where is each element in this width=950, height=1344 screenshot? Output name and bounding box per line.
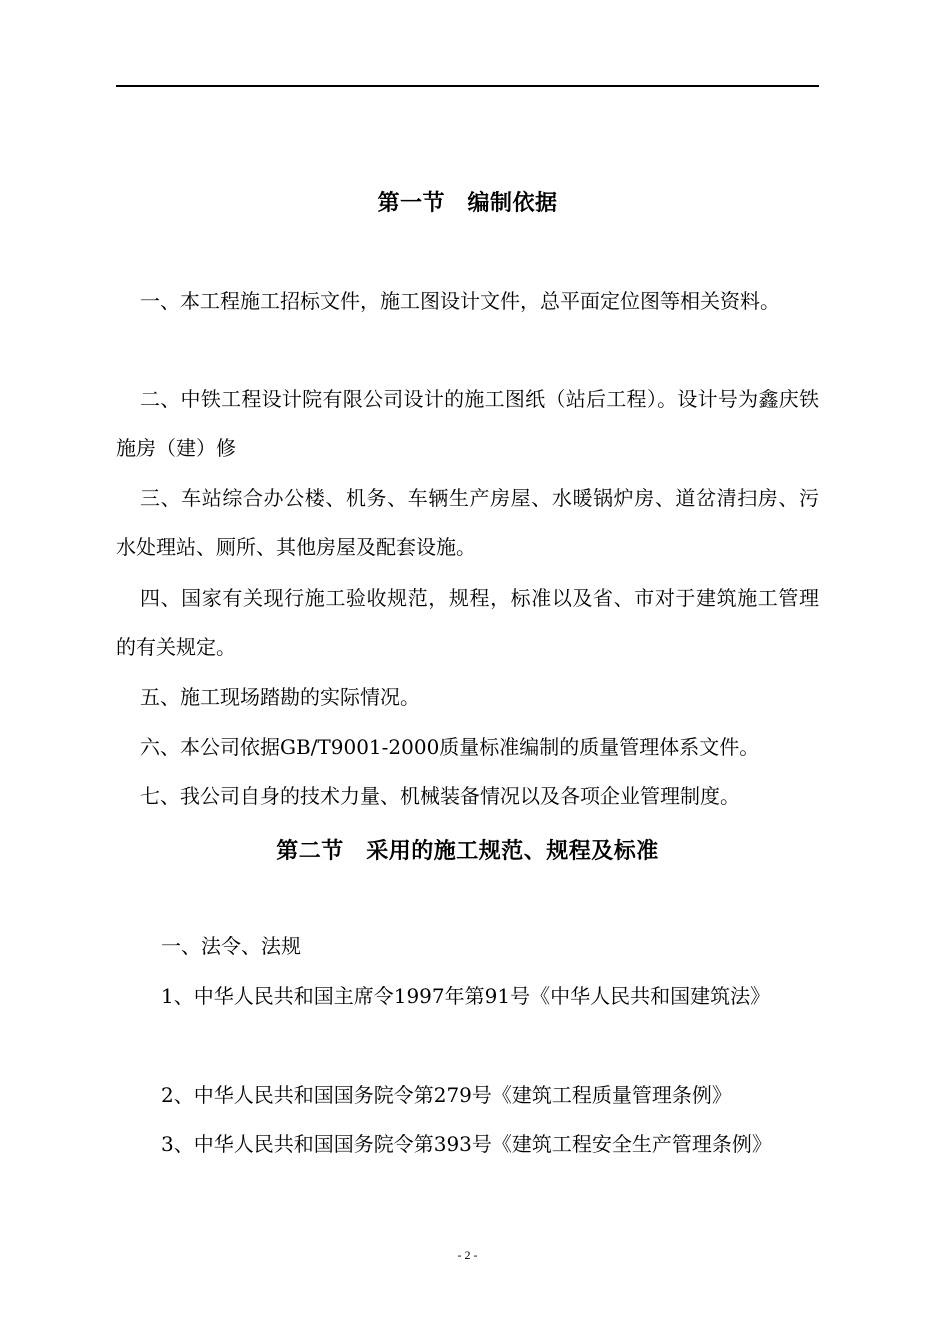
section-1-item-2: 二、中铁工程设计院有限公司设计的施工图纸（站后工程）。设计号为鑫庆铁施房（建）修 [116, 387, 819, 460]
header-rule [116, 85, 819, 87]
section-1-heading: 第一节 编制依据 [377, 190, 558, 216]
section-2-heading: 第二节 采用的施工规范、规程及标准 [276, 838, 659, 864]
section-1-item-1: 一、本工程施工招标文件，施工图设计文件，总平面定位图等相关资料。 [140, 289, 780, 313]
section-2-item-3: 3、中华人民共和国国务院令第393号《建筑工程安全生产管理条例》 [161, 1132, 772, 1156]
section-2-item-1: 1、中华人民共和国主席令1997年第91号《中华人民共和国建筑法》 [161, 984, 771, 1008]
section-1-item-3: 三、车站综合办公楼、机务、车辆生产房屋、水暖锅炉房、道岔清扫房、污水处理站、厕所、其他房屋及配套设施。 [116, 486, 819, 559]
section-1-item-6: 六、本公司依据GB/T9001-2000质量标准编制的质量管理体系文件。 [140, 735, 760, 759]
page-number: - 2 - [457, 1248, 478, 1262]
section-1-item-4: 四、国家有关现行施工验收规范，规程，标准以及省、市对于建筑施工管理的有关规定。 [116, 586, 819, 659]
section-1-item-7: 七、我公司自身的技术力量、机械装备情况以及各项企业管理制度。 [140, 784, 740, 808]
section-2-subheading: 一、法令、法规 [161, 934, 301, 958]
section-2-item-2: 2、中华人民共和国国务院令第279号《建筑工程质量管理条例》 [161, 1083, 732, 1107]
section-1-item-5: 五、施工现场踏勘的实际情况。 [140, 685, 420, 709]
